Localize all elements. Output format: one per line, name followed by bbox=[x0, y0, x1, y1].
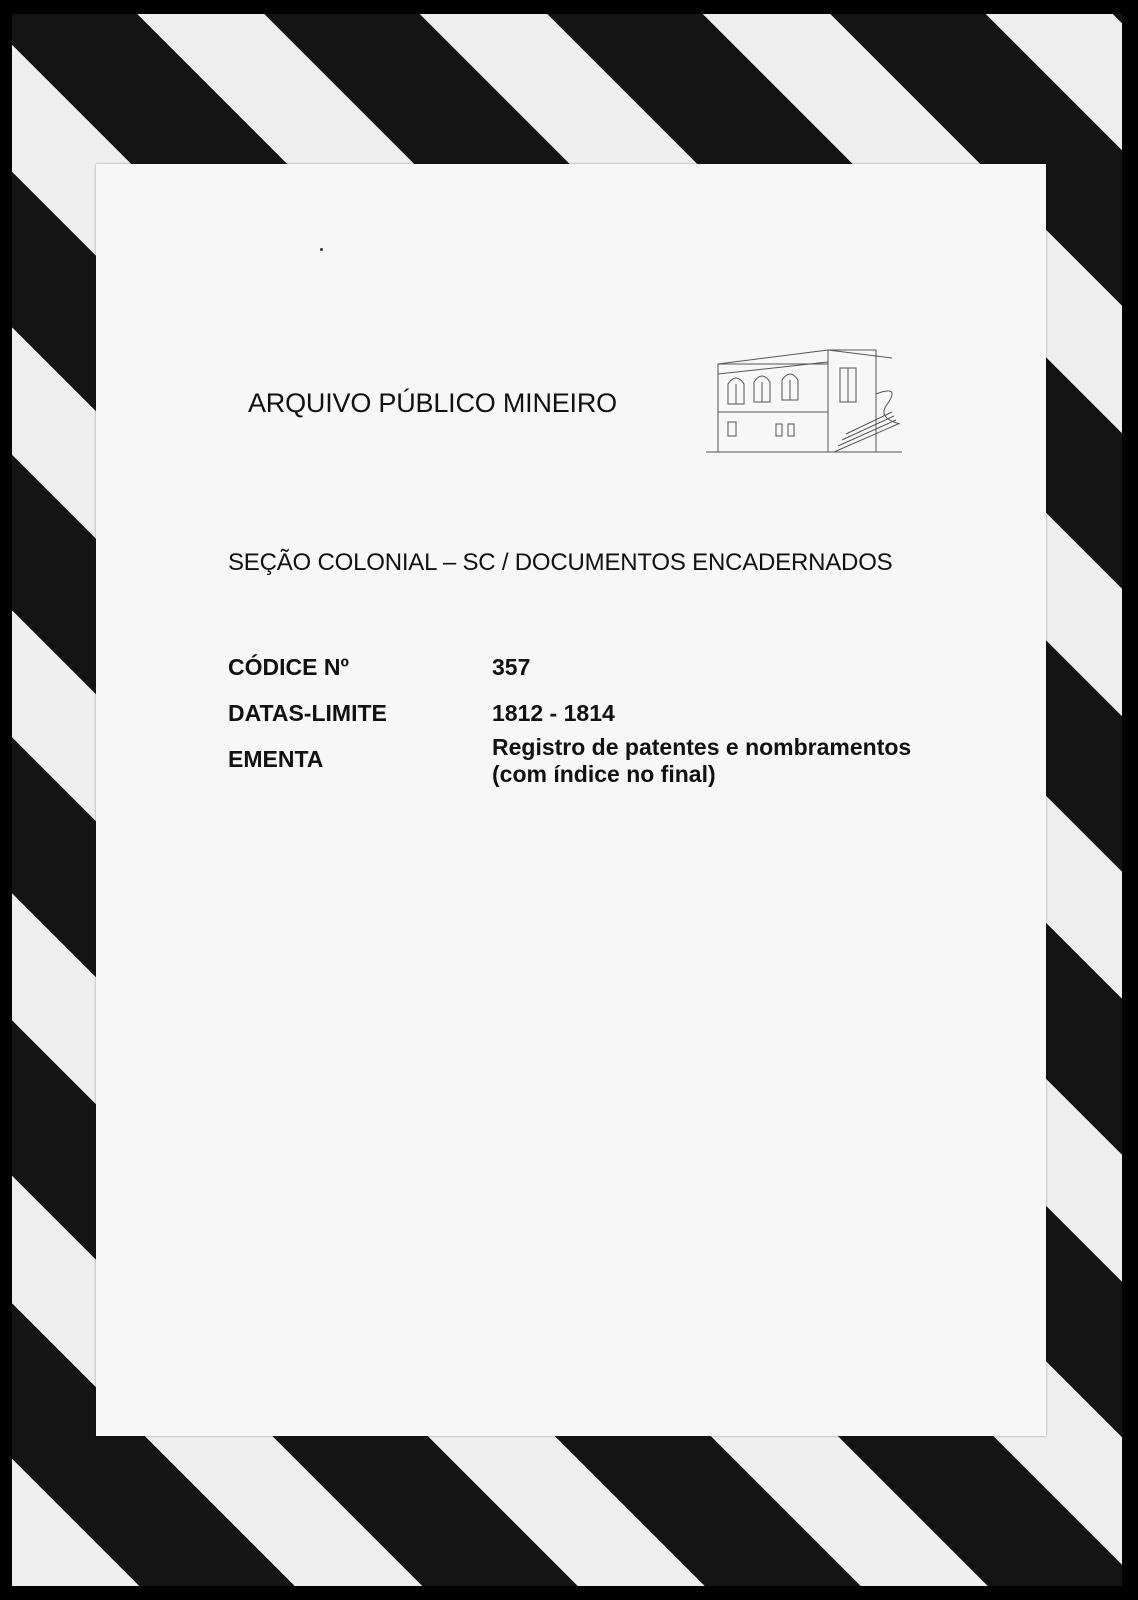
cover-sheet bbox=[96, 164, 1046, 1436]
datas-limite-value: 1812 - 1814 bbox=[492, 700, 615, 726]
datas-limite-label: DATAS-LIMITE bbox=[228, 700, 387, 726]
section-heading: SEÇÃO COLONIAL – SC / DOCUMENTOS ENCADERNADOS bbox=[228, 549, 893, 576]
codice-value: 357 bbox=[492, 654, 531, 680]
building-illustration bbox=[706, 324, 906, 459]
ementa-label: EMENTA bbox=[228, 746, 324, 772]
codice-label: CÓDICE Nº bbox=[228, 654, 349, 680]
dust-speck bbox=[320, 248, 323, 251]
institution-name: ARQUIVO PÚBLICO MINEIRO bbox=[248, 388, 617, 418]
ementa-value: Registro de patentes e nombramentos (com índice no final) bbox=[492, 734, 912, 787]
